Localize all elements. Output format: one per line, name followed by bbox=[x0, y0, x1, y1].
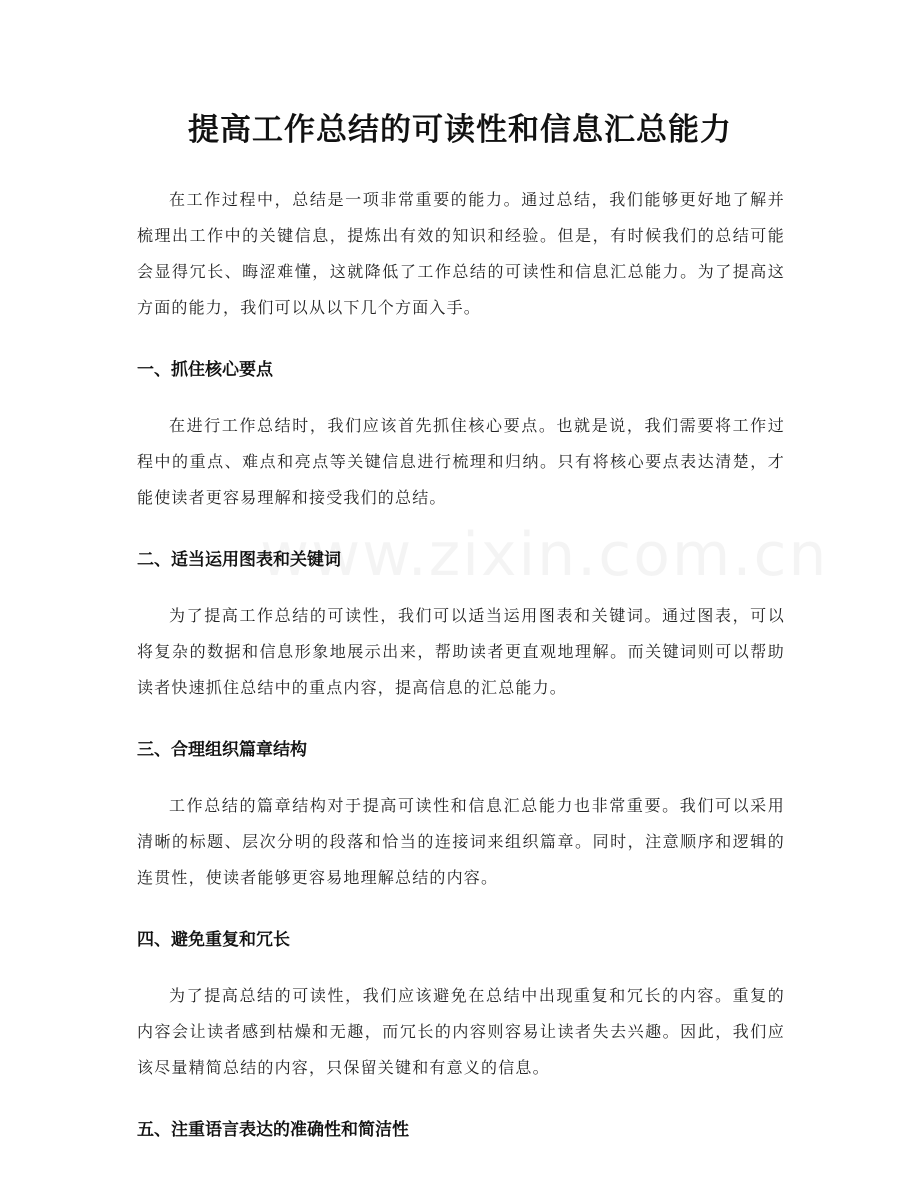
section-heading-5: 五、注重语言表达的准确性和简洁性 bbox=[137, 1120, 409, 1140]
section-heading-1: 一、抓住核心要点 bbox=[137, 360, 273, 380]
document-body bbox=[137, 182, 785, 1148]
section-heading-3: 三、合理组织篇章结构 bbox=[137, 740, 307, 760]
section-body-3: 工作总结的篇章结构对于提高可读性和信息汇总能力也非常重要。我们可以采用清晰的标题、层次分明的段落和恰当的连接词来组织篇章。同时，注意顺序和逻辑的连贯性，使读者能够更容易地理解总结的内容。 bbox=[137, 796, 785, 887]
section-heading-4: 四、避免重复和冗长 bbox=[137, 930, 290, 950]
section-body-4: 为了提高总结的可读性，我们应该避免在总结中出现重复和冗长的内容。重复的内容会让读者感到枯燥和无趣，而冗长的内容则容易让读者失去兴趣。因此，我们应该尽量精简总结的内容，只保留关键和有意义的信息。 bbox=[137, 986, 785, 1077]
section-heading-2: 二、适当运用图表和关键词 bbox=[137, 550, 341, 570]
page-title: 提高工作总结的可读性和信息汇总能力 bbox=[188, 112, 732, 148]
intro-paragraph: 在工作过程中，总结是一项非常重要的能力。通过总结，我们能够更好地了解并梳理出工作中的关键信息，提炼出有效的知识和经验。但是，有时候我们的总结可能会显得冗长、晦涩难懂，这就降低了工作总结的可读性和信息汇总能力。为了提高这方面的能力，我们可以从以下几个方面入手。 bbox=[137, 190, 785, 317]
section-body-1: 在进行工作总结时，我们应该首先抓住核心要点。也就是说，我们需要将工作过程中的重点、难点和亮点等关键信息进行梳理和归纳。只有将核心要点表达清楚，才能使读者更容易理解和接受我们的总结。 bbox=[137, 416, 785, 507]
section-body-2: 为了提高工作总结的可读性，我们可以适当运用图表和关键词。通过图表，可以将复杂的数据和信息形象地展示出来，帮助读者更直观地理解。而关键词则可以帮助读者快速抓住总结中的重点内容，提高信息的汇总能力。 bbox=[137, 606, 785, 697]
